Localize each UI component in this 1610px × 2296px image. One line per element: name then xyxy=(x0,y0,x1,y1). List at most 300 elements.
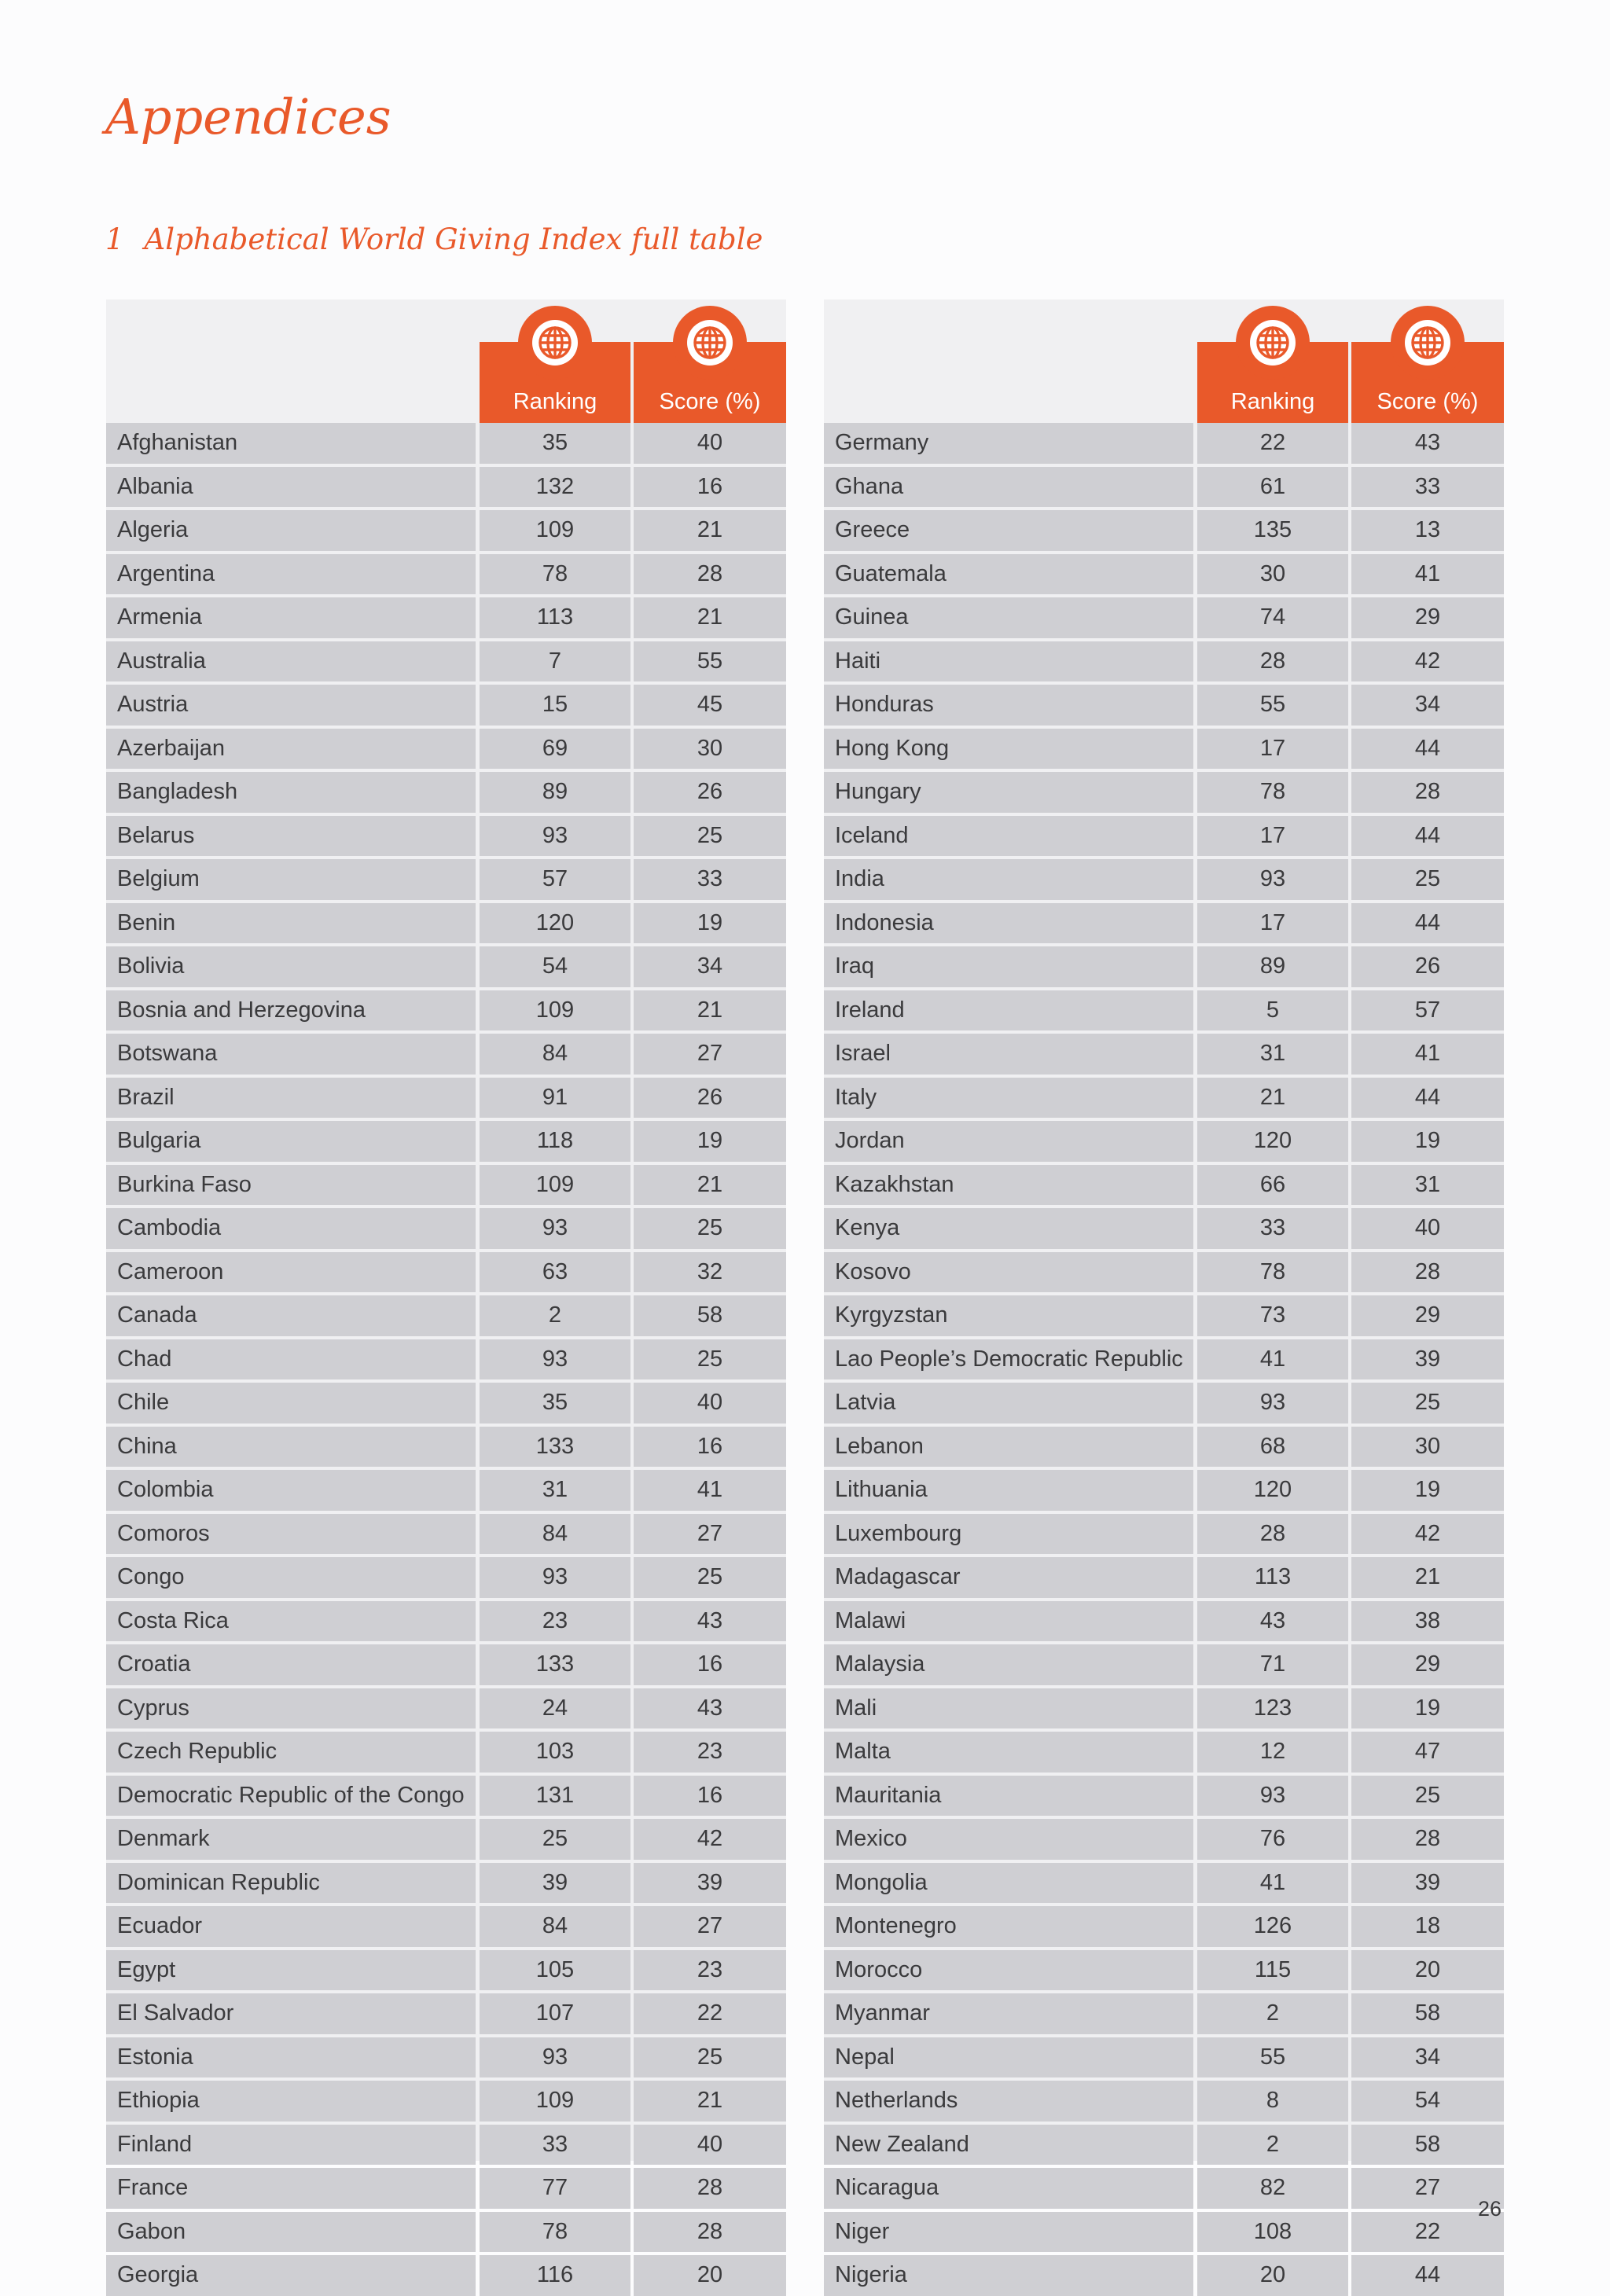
table-row xyxy=(824,1993,1504,2034)
score-cell: 23 xyxy=(634,1732,786,1773)
table-row xyxy=(106,597,786,638)
country-cell: Hungary xyxy=(824,772,1193,813)
table-row xyxy=(106,1863,786,1904)
score-cell: 19 xyxy=(634,1121,786,1162)
table-row xyxy=(106,1950,786,1991)
country-cell: Albania xyxy=(106,467,476,508)
table-row xyxy=(106,1776,786,1817)
country-cell: Czech Republic xyxy=(106,1732,476,1773)
table-row xyxy=(824,1819,1504,1860)
table-row xyxy=(824,816,1504,857)
ranking-cell: 103 xyxy=(480,1732,630,1773)
ranking-cell: 120 xyxy=(480,903,630,944)
table-row xyxy=(106,1819,786,1860)
ranking-cell: 21 xyxy=(1197,1078,1348,1119)
score-cell: 40 xyxy=(634,2125,786,2166)
score-cell: 43 xyxy=(634,1601,786,1642)
ranking-cell: 17 xyxy=(1197,903,1348,944)
score-cell: 54 xyxy=(1351,2081,1504,2122)
table-row xyxy=(824,1514,1504,1555)
ranking-cell: 109 xyxy=(480,990,630,1031)
table-row xyxy=(106,1688,786,1729)
country-cell: Nicaragua xyxy=(824,2168,1193,2209)
table-row xyxy=(824,946,1504,987)
score-cell: 25 xyxy=(634,1557,786,1598)
ranking-cell: 120 xyxy=(1197,1121,1348,1162)
country-cell: Malawi xyxy=(824,1601,1193,1642)
score-cell: 27 xyxy=(634,1514,786,1555)
score-cell: 32 xyxy=(634,1252,786,1293)
globe-icon xyxy=(1236,306,1310,380)
score-cell: 20 xyxy=(634,2255,786,2296)
ranking-cell: 68 xyxy=(1197,1427,1348,1468)
score-cell: 58 xyxy=(634,1295,786,1336)
country-cell: Austria xyxy=(106,685,476,726)
country-cell: Kyrgyzstan xyxy=(824,1295,1193,1336)
score-cell: 41 xyxy=(634,1470,786,1511)
table-row xyxy=(106,1121,786,1162)
country-cell: Mongolia xyxy=(824,1863,1193,1904)
country-cell: Brazil xyxy=(106,1078,476,1119)
ranking-cell: 35 xyxy=(480,1383,630,1424)
score-cell: 27 xyxy=(634,1034,786,1075)
table-row xyxy=(824,1252,1504,1293)
section-title: Alphabetical World Giving Index full table xyxy=(144,222,763,256)
ranking-cell: 78 xyxy=(480,554,630,595)
ranking-cell: 109 xyxy=(480,1165,630,1206)
ranking-cell: 39 xyxy=(480,1863,630,1904)
ranking-cell: 78 xyxy=(1197,1252,1348,1293)
ranking-cell: 8 xyxy=(1197,2081,1348,2122)
score-cell: 18 xyxy=(1351,1906,1504,1947)
country-cell: Malaysia xyxy=(824,1644,1193,1685)
table-row xyxy=(824,1470,1504,1511)
country-cell: Canada xyxy=(106,1295,476,1336)
table-row xyxy=(824,597,1504,638)
country-cell: Luxembourg xyxy=(824,1514,1193,1555)
table-row xyxy=(824,772,1504,813)
table-row xyxy=(824,1601,1504,1642)
score-cell: 45 xyxy=(634,685,786,726)
table-row xyxy=(106,859,786,900)
ranking-cell: 108 xyxy=(1197,2212,1348,2253)
ranking-cell: 17 xyxy=(1197,729,1348,770)
score-cell: 34 xyxy=(1351,2037,1504,2078)
table-row xyxy=(106,1732,786,1773)
country-cell: Jordan xyxy=(824,1121,1193,1162)
table-row xyxy=(106,1034,786,1075)
table-row xyxy=(824,990,1504,1031)
ranking-cell: 120 xyxy=(1197,1470,1348,1511)
country-cell: Morocco xyxy=(824,1950,1193,1991)
ranking-cell: 82 xyxy=(1197,2168,1348,2209)
score-cell: 29 xyxy=(1351,597,1504,638)
country-cell: Kazakhstan xyxy=(824,1165,1193,1206)
ranking-cell: 132 xyxy=(480,467,630,508)
score-cell: 29 xyxy=(1351,1644,1504,1685)
table-row xyxy=(824,1078,1504,1119)
score-cell: 47 xyxy=(1351,1732,1504,1773)
country-cell: Comoros xyxy=(106,1514,476,1555)
score-cell: 16 xyxy=(634,1644,786,1685)
country-cell: Italy xyxy=(824,1078,1193,1119)
score-cell: 22 xyxy=(1351,2212,1504,2253)
score-cell: 21 xyxy=(1351,1557,1504,1598)
score-cell: 23 xyxy=(634,1950,786,1991)
ranking-cell: 93 xyxy=(480,1208,630,1249)
table-row xyxy=(106,1208,786,1249)
country-cell: Bosnia and Herzegovina xyxy=(106,990,476,1031)
ranking-cell: 17 xyxy=(1197,816,1348,857)
table-row xyxy=(106,2168,786,2209)
score-cell: 28 xyxy=(1351,1252,1504,1293)
ranking-cell: 93 xyxy=(480,1557,630,1598)
ranking-cell: 41 xyxy=(1197,1863,1348,1904)
country-cell: Indonesia xyxy=(824,903,1193,944)
ranking-cell: 84 xyxy=(480,1906,630,1947)
score-cell: 40 xyxy=(634,423,786,464)
ranking-cell: 105 xyxy=(480,1950,630,1991)
ranking-cell: 43 xyxy=(1197,1601,1348,1642)
score-cell: 25 xyxy=(634,816,786,857)
section-number: 1 xyxy=(105,222,124,256)
country-cell: Lithuania xyxy=(824,1470,1193,1511)
country-cell: Kenya xyxy=(824,1208,1193,1249)
table-row xyxy=(824,2081,1504,2122)
ranking-column-label: Ranking xyxy=(513,389,597,414)
table-row xyxy=(106,467,786,508)
country-cell: Denmark xyxy=(106,1819,476,1860)
giving-index-table-right xyxy=(824,299,1504,2288)
table-row xyxy=(824,685,1504,726)
ranking-cell: 55 xyxy=(1197,2037,1348,2078)
country-cell: Costa Rica xyxy=(106,1601,476,1642)
score-cell: 34 xyxy=(1351,685,1504,726)
score-cell: 44 xyxy=(1351,729,1504,770)
section-heading xyxy=(105,222,763,256)
ranking-cell: 84 xyxy=(480,1514,630,1555)
ranking-cell: 89 xyxy=(1197,946,1348,987)
ranking-cell: 20 xyxy=(1197,2255,1348,2296)
country-cell: Iraq xyxy=(824,946,1193,987)
table-row xyxy=(106,946,786,987)
table-row xyxy=(824,2037,1504,2078)
table-row xyxy=(106,641,786,682)
country-cell: Chad xyxy=(106,1339,476,1380)
score-cell: 26 xyxy=(1351,946,1504,987)
country-cell: Belarus xyxy=(106,816,476,857)
table-row xyxy=(106,1644,786,1685)
ranking-cell: 89 xyxy=(480,772,630,813)
ranking-cell: 73 xyxy=(1197,1295,1348,1336)
score-cell: 33 xyxy=(1351,467,1504,508)
country-cell: Cambodia xyxy=(106,1208,476,1249)
ranking-cell: 84 xyxy=(480,1034,630,1075)
country-cell: Dominican Republic xyxy=(106,1863,476,1904)
country-cell: Chile xyxy=(106,1383,476,1424)
score-cell: 25 xyxy=(1351,859,1504,900)
score-cell: 13 xyxy=(1351,510,1504,551)
score-cell: 16 xyxy=(634,1776,786,1817)
score-cell: 41 xyxy=(1351,554,1504,595)
score-cell: 28 xyxy=(634,2212,786,2253)
country-cell: Lebanon xyxy=(824,1427,1193,1468)
table-row xyxy=(106,1514,786,1555)
table-row xyxy=(824,2125,1504,2166)
table-row xyxy=(824,1688,1504,1729)
giving-index-table-left xyxy=(106,299,786,2288)
score-cell: 25 xyxy=(1351,1383,1504,1424)
ranking-cell: 61 xyxy=(1197,467,1348,508)
score-cell: 44 xyxy=(1351,2255,1504,2296)
score-cell: 39 xyxy=(634,1863,786,1904)
table-row xyxy=(106,816,786,857)
country-cell: Georgia xyxy=(106,2255,476,2296)
ranking-cell: 66 xyxy=(1197,1165,1348,1206)
table-body xyxy=(824,423,1504,2288)
ranking-cell: 5 xyxy=(1197,990,1348,1031)
table-row xyxy=(824,1644,1504,1685)
table-row xyxy=(106,2037,786,2078)
country-cell: El Salvador xyxy=(106,1993,476,2034)
country-cell: Netherlands xyxy=(824,2081,1193,2122)
ranking-column-header xyxy=(480,342,630,423)
table-row xyxy=(824,2168,1504,2209)
table-row xyxy=(824,510,1504,551)
ranking-cell: 2 xyxy=(480,1295,630,1336)
ranking-cell: 78 xyxy=(480,2212,630,2253)
score-cell: 21 xyxy=(634,1165,786,1206)
score-cell: 43 xyxy=(1351,423,1504,464)
ranking-cell: 57 xyxy=(480,859,630,900)
table-row xyxy=(106,1295,786,1336)
ranking-cell: 109 xyxy=(480,2081,630,2122)
ranking-cell: 33 xyxy=(480,2125,630,2166)
ranking-cell: 55 xyxy=(1197,685,1348,726)
table-row xyxy=(106,1383,786,1424)
ranking-cell: 28 xyxy=(1197,641,1348,682)
country-cell: Madagascar xyxy=(824,1557,1193,1598)
score-cell: 39 xyxy=(1351,1339,1504,1380)
country-cell: Mexico xyxy=(824,1819,1193,1860)
score-cell: 28 xyxy=(634,554,786,595)
country-cell: Congo xyxy=(106,1557,476,1598)
table-row xyxy=(106,1427,786,1468)
country-cell: Ghana xyxy=(824,467,1193,508)
ranking-cell: 118 xyxy=(480,1121,630,1162)
ranking-cell: 93 xyxy=(480,2037,630,2078)
country-cell: Gabon xyxy=(106,2212,476,2253)
table-row xyxy=(824,1295,1504,1336)
score-cell: 42 xyxy=(634,1819,786,1860)
score-cell: 41 xyxy=(1351,1034,1504,1075)
ranking-cell: 22 xyxy=(1197,423,1348,464)
country-cell: Democratic Republic of the Congo xyxy=(106,1776,476,1817)
country-cell: Azerbaijan xyxy=(106,729,476,770)
country-cell: Mauritania xyxy=(824,1776,1193,1817)
ranking-cell: 54 xyxy=(480,946,630,987)
table-row xyxy=(106,1557,786,1598)
country-cell: Niger xyxy=(824,2212,1193,2253)
score-cell: 21 xyxy=(634,2081,786,2122)
ranking-column-header xyxy=(1197,342,1348,423)
table-row xyxy=(824,1557,1504,1598)
table-row xyxy=(824,1906,1504,1947)
score-column-header xyxy=(634,342,786,423)
ranking-cell: 63 xyxy=(480,1252,630,1293)
score-cell: 26 xyxy=(634,772,786,813)
country-cell: Ecuador xyxy=(106,1906,476,1947)
score-cell: 19 xyxy=(1351,1688,1504,1729)
score-cell: 25 xyxy=(634,1208,786,1249)
table-row xyxy=(106,1470,786,1511)
score-cell: 38 xyxy=(1351,1601,1504,1642)
table-body xyxy=(106,423,786,2288)
score-cell: 58 xyxy=(1351,1993,1504,2034)
score-cell: 30 xyxy=(634,729,786,770)
country-cell: Latvia xyxy=(824,1383,1193,1424)
table-row xyxy=(106,554,786,595)
ranking-cell: 74 xyxy=(1197,597,1348,638)
score-cell: 58 xyxy=(1351,2125,1504,2166)
score-cell: 57 xyxy=(1351,990,1504,1031)
country-cell: Estonia xyxy=(106,2037,476,2078)
ranking-cell: 109 xyxy=(480,510,630,551)
table-row xyxy=(106,685,786,726)
score-cell: 42 xyxy=(1351,641,1504,682)
score-cell: 21 xyxy=(634,597,786,638)
ranking-cell: 93 xyxy=(480,1339,630,1380)
ranking-cell: 135 xyxy=(1197,510,1348,551)
country-cell: Myanmar xyxy=(824,1993,1193,2034)
score-cell: 40 xyxy=(1351,1208,1504,1249)
table-row xyxy=(106,990,786,1031)
country-cell: Benin xyxy=(106,903,476,944)
score-cell: 22 xyxy=(634,1993,786,2034)
score-cell: 34 xyxy=(634,946,786,987)
country-cell: Finland xyxy=(106,2125,476,2166)
ranking-cell: 113 xyxy=(480,597,630,638)
country-cell: Malta xyxy=(824,1732,1193,1773)
ranking-cell: 15 xyxy=(480,685,630,726)
table-row xyxy=(106,510,786,551)
score-cell: 26 xyxy=(634,1078,786,1119)
table-header xyxy=(824,299,1504,423)
country-cell: New Zealand xyxy=(824,2125,1193,2166)
score-column-header xyxy=(1351,342,1504,423)
score-cell: 25 xyxy=(634,1339,786,1380)
score-cell: 21 xyxy=(634,990,786,1031)
country-cell: Afghanistan xyxy=(106,423,476,464)
country-cell: China xyxy=(106,1427,476,1468)
table-row xyxy=(824,2255,1504,2296)
country-cell: Bolivia xyxy=(106,946,476,987)
ranking-cell: 31 xyxy=(480,1470,630,1511)
ranking-cell: 78 xyxy=(1197,772,1348,813)
score-cell: 28 xyxy=(1351,772,1504,813)
score-column-label: Score (%) xyxy=(1377,389,1479,414)
ranking-cell: 113 xyxy=(1197,1557,1348,1598)
ranking-cell: 133 xyxy=(480,1427,630,1468)
country-cell: Ethiopia xyxy=(106,2081,476,2122)
page-number: 26 xyxy=(1477,2197,1502,2221)
country-cell: Armenia xyxy=(106,597,476,638)
country-cell: Lao People’s Democratic Republic xyxy=(824,1339,1193,1380)
score-cell: 28 xyxy=(1351,1819,1504,1860)
table-row xyxy=(106,2212,786,2253)
table-row xyxy=(106,1165,786,1206)
ranking-cell: 107 xyxy=(480,1993,630,2034)
country-cell: India xyxy=(824,859,1193,900)
ranking-cell: 41 xyxy=(1197,1339,1348,1380)
table-row xyxy=(824,1732,1504,1773)
table-row xyxy=(106,1252,786,1293)
table-row xyxy=(824,1034,1504,1075)
country-cell: Belgium xyxy=(106,859,476,900)
ranking-cell: 12 xyxy=(1197,1732,1348,1773)
score-cell: 44 xyxy=(1351,1078,1504,1119)
ranking-cell: 93 xyxy=(1197,1776,1348,1817)
country-cell: Guatemala xyxy=(824,554,1193,595)
country-cell: Mali xyxy=(824,1688,1193,1729)
ranking-cell: 69 xyxy=(480,729,630,770)
score-cell: 19 xyxy=(1351,1470,1504,1511)
country-cell: Croatia xyxy=(106,1644,476,1685)
ranking-cell: 71 xyxy=(1197,1644,1348,1685)
score-cell: 33 xyxy=(634,859,786,900)
ranking-cell: 77 xyxy=(480,2168,630,2209)
ranking-cell: 23 xyxy=(480,1601,630,1642)
globe-icon xyxy=(673,306,747,380)
score-cell: 40 xyxy=(634,1383,786,1424)
country-cell: Guinea xyxy=(824,597,1193,638)
score-cell: 27 xyxy=(634,1906,786,1947)
score-cell: 55 xyxy=(634,641,786,682)
country-cell: Montenegro xyxy=(824,1906,1193,1947)
country-cell: Burkina Faso xyxy=(106,1165,476,1206)
country-cell: Honduras xyxy=(824,685,1193,726)
score-cell: 43 xyxy=(634,1688,786,1729)
score-cell: 30 xyxy=(1351,1427,1504,1468)
country-cell: Haiti xyxy=(824,641,1193,682)
ranking-cell: 131 xyxy=(480,1776,630,1817)
score-cell: 29 xyxy=(1351,1295,1504,1336)
ranking-cell: 31 xyxy=(1197,1034,1348,1075)
country-cell: Greece xyxy=(824,510,1193,551)
table-row xyxy=(824,1776,1504,1817)
score-cell: 16 xyxy=(634,467,786,508)
ranking-cell: 2 xyxy=(1197,2125,1348,2166)
table-row xyxy=(824,1208,1504,1249)
table-row xyxy=(824,859,1504,900)
score-cell: 19 xyxy=(1351,1121,1504,1162)
country-cell: Nepal xyxy=(824,2037,1193,2078)
ranking-cell: 116 xyxy=(480,2255,630,2296)
table-row xyxy=(824,423,1504,464)
country-cell: Bulgaria xyxy=(106,1121,476,1162)
country-cell: Algeria xyxy=(106,510,476,551)
score-cell: 25 xyxy=(634,2037,786,2078)
globe-icon xyxy=(518,306,592,380)
country-cell: Colombia xyxy=(106,1470,476,1511)
country-cell: Nigeria xyxy=(824,2255,1193,2296)
ranking-cell: 76 xyxy=(1197,1819,1348,1860)
country-cell: Israel xyxy=(824,1034,1193,1075)
table-row xyxy=(824,729,1504,770)
country-cell: Kosovo xyxy=(824,1252,1193,1293)
table-row xyxy=(106,2125,786,2166)
score-cell: 20 xyxy=(1351,1950,1504,1991)
